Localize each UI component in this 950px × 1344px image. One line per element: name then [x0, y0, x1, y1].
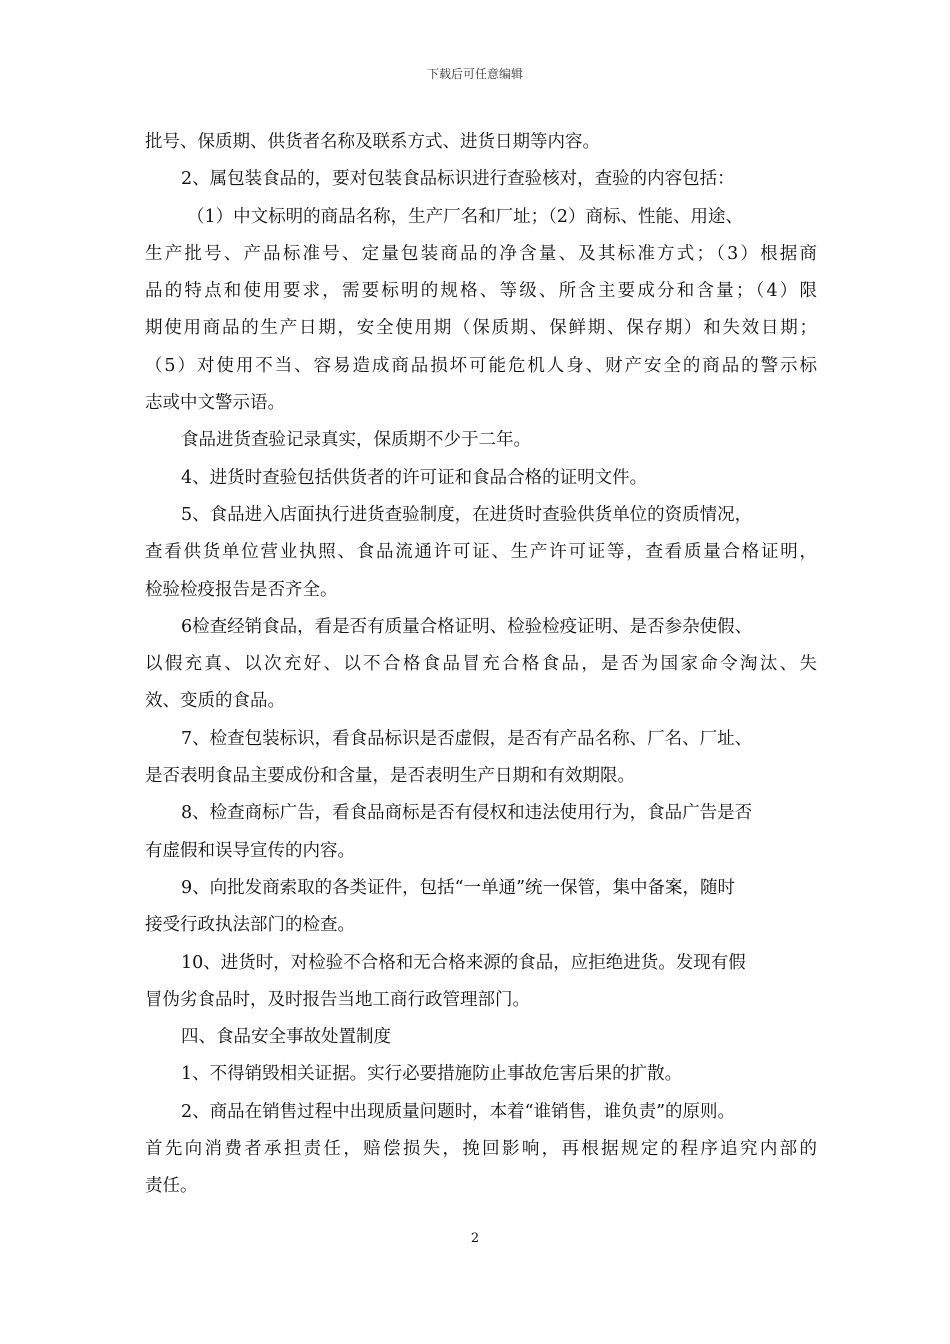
text-line: 8、检查商标广告，看食品商标是否有侵权和违法使用行为，食品广告是否: [181, 803, 753, 824]
text-line: 以假充真、以次充好、以不合格食品冒充合格食品，是否为国家命令淘汰、失: [145, 654, 817, 675]
text-line: 责任。: [145, 1176, 198, 1197]
text-line: 查看供货单位营业执照、食品流通许可证、生产许可证等，查看质量合格证明，: [145, 542, 817, 563]
page-number: 2: [470, 1231, 480, 1246]
text-line: 1、不得销毁相关证据。实行必要措施防止事故危害后果的扩散。: [181, 1064, 683, 1085]
text-line: 志或中文警示语。: [145, 393, 285, 414]
text-line: 5、食品进入店面执行进货查验制度，在进货时查验供货单位的资质情况，: [181, 504, 753, 525]
text-line: （1）中文标明的商品名称，生产厂名和厂址；（2）商标、性能、用途、: [187, 206, 744, 227]
text-line: 首先向消费者承担责任，赔偿损失，挽回影响，再根据规定的程序追究内部的: [145, 1139, 817, 1160]
text-line: 生产批号、产品标准号、定量包装商品的净含量、及其标准方式；（3）根据商: [145, 243, 817, 264]
text-line: 检验检疫报告是否齐全。: [145, 579, 338, 600]
text-line: 6检查经销食品，看是否有质量合格证明、检验检疫证明、是否参杂使假、: [181, 616, 753, 637]
page-header: 下载后可任意编辑: [426, 67, 523, 81]
text-line: 10、进货时，对检验不合格和无合格来源的食品，应拒绝进货。发现有假: [181, 952, 746, 973]
text-line: 9、向批发商索取的各类证件，包括“一单通”统一保管，集中备案，随时: [181, 877, 736, 898]
text-line: 2、属包装食品的，要对包装食品标识进行查验核对，查验的内容包括：: [181, 169, 735, 190]
text-line: 品的特点和使用要求，需要标明的规格、等级、所含主要成分和含量；（4）限: [145, 281, 817, 302]
text-line: 是否表明食品主要成份和含量，是否表明生产日期和有效期限。: [145, 766, 635, 787]
text-line: 有虚假和误导宣传的内容。: [145, 840, 355, 861]
text-line: 冒伪劣食品时，及时报告当地工商行政管理部门。: [145, 989, 530, 1010]
text-line: 2、商品在销售过程中出现质量问题时，本着“谁销售，谁负责”的原则。: [181, 1101, 736, 1122]
text-line: 7、检查包装标识，看食品标识是否虚假，是否有产品名称、厂名、厂址、: [181, 728, 753, 749]
text-line: 接受行政执法部门的检查。: [145, 915, 355, 936]
text-line: 期使用商品的生产日期，安全使用期（保质期、保鲜期、保存期）和失效日期；: [145, 318, 817, 339]
text-line: 食品进货查验记录真实，保质期不少于二年。: [181, 430, 531, 451]
text-line: 效、变质的食品。: [145, 691, 285, 712]
section-heading: 四、食品安全事故处置制度: [181, 1027, 391, 1048]
document-body: [145, 124, 817, 1206]
text-line: 4、进货时查验包括供货者的许可证和食品合格的证明文件。: [181, 467, 648, 488]
text-line: （5）对使用不当、容易造成商品损坏可能危机人身、财产安全的商品的警示标: [145, 355, 817, 376]
text-line: 批号、保质期、供货者名称及联系方式、进货日期等内容。: [145, 132, 600, 152]
